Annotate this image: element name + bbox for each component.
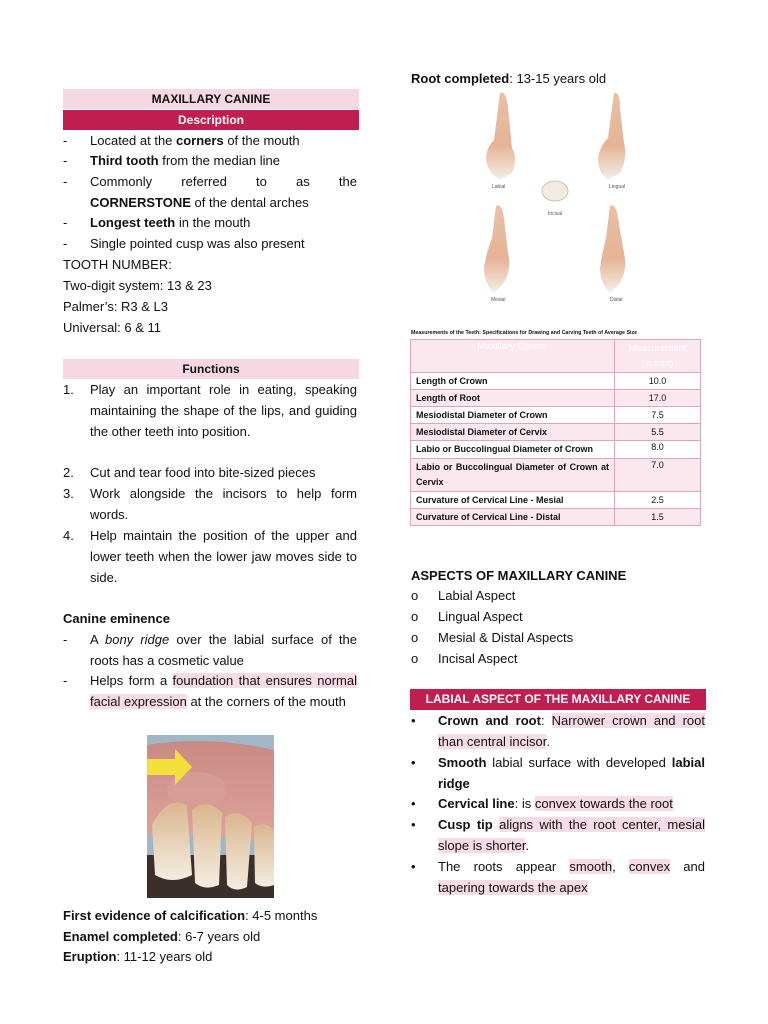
root-completed: Root completed: 13-15 years old [411, 71, 607, 86]
aspect-item: o Mesial & Distal Aspects [411, 630, 574, 645]
aspect-item: o Labial Aspect [411, 588, 516, 603]
table-row: Mesiodistal Diameter of Crown 7.5 [411, 407, 701, 424]
palmers-notation: Palmer’s: R3 & L3 [63, 299, 169, 314]
incisal-view-tooth [542, 181, 568, 201]
eminence-item: - A bony ridge over the labial surface of the roots has a cosmetic value [63, 632, 357, 668]
labial-aspect-item: • Cusp tip aligns with the root center, mesial slope is shorter. [411, 817, 705, 853]
labial-aspect-item: • Cervical line: is convex towards the root [411, 796, 673, 811]
table-row: Mesiodistal Diameter of Cervix 5.5 [411, 424, 701, 441]
table-caption: Measurements of the Teeth: Specifications for Drawing and Carving Teeth of Average Size [411, 330, 638, 336]
calcification: First evidence of calcification: 4-5 months [63, 908, 318, 923]
description-item: - Third tooth from the median line [63, 153, 280, 168]
table-row: Labio or Buccolingual Diameter of Crown at Cervix 7.0 [411, 459, 701, 492]
label-distal: Distal [610, 297, 623, 303]
eminence-item: - Helps form a foundation that ensures normal facial expression at the corners of the mouth [63, 673, 357, 709]
lingual-view-tooth [598, 93, 625, 180]
mesial-view-tooth [484, 206, 509, 294]
table-row: Labio or Buccolingual Diameter of Crown 8.0 [411, 441, 701, 459]
labial-aspect-item: • Smooth labial surface with developed labial ridge [411, 755, 705, 791]
functions-header: Functions [63, 359, 359, 379]
two-digit-system: Two-digit system: 13 & 23 [63, 278, 212, 293]
canine-eminence-title: Canine eminence [63, 611, 170, 626]
labial-aspect-header: LABIAL ASPECT OF THE MAXILLARY CANINE [410, 689, 706, 710]
tooth-views-illustration [478, 88, 636, 304]
eruption: Eruption: 11-12 years old [63, 949, 213, 964]
label-incisal: Incisal [548, 211, 563, 217]
labial-aspect-item: • Crown and root: Narrower crown and root than central incisor. [411, 713, 705, 749]
canine-eminence-photo [147, 735, 274, 898]
measurements-table [410, 339, 701, 526]
table-row: Curvature of Cervical Line - Distal 1.5 [411, 509, 701, 526]
table-header-tooth: Maxillary Canine [411, 340, 615, 373]
description-item: - Commonly referred to as the CORNERSTONE of the dental arches [63, 174, 357, 210]
labial-view-tooth [486, 93, 515, 180]
label-mesial: Mesial [491, 297, 506, 303]
aspect-item: o Lingual Aspect [411, 609, 523, 624]
aspect-item: o Incisal Aspect [411, 651, 518, 666]
enamel-completed: Enamel completed: 6-7 years old [63, 929, 261, 944]
labial-aspect-item: • The roots appear smooth, convex and tapering towards the apex [411, 859, 705, 895]
table-row: Length of Crown 10.0 [411, 373, 701, 390]
aspects-title: ASPECTS OF MAXILLARY CANINE [411, 568, 627, 583]
distal-view-tooth [600, 206, 625, 294]
table-header-measurement: Measurement (in mm) [615, 340, 701, 373]
label-labial: Labial [492, 184, 506, 190]
function-item: 4. Help maintain the position of the upper and lower teeth when the lower jaw moves side to side. [63, 528, 357, 585]
section-title: MAXILLARY CANINE [63, 89, 359, 109]
function-item: 2. Cut and tear food into bite-sized pieces [63, 465, 316, 480]
function-item: 1. Play an important role in eating, speaking maintaining the shape of the lips, and guiding the other teeth into position. [63, 382, 357, 439]
table-row: Curvature of Cervical Line - Mesial 2.5 [411, 492, 701, 509]
tooth-number-label: TOOTH NUMBER: [63, 257, 172, 272]
table-row: Length of Root 17.0 [411, 390, 701, 407]
description-item: - Single pointed cusp was also present [63, 236, 305, 251]
universal-notation: Universal: 6 & 11 [63, 320, 162, 335]
label-lingual: Lingual [609, 184, 626, 190]
function-item: 3. Work alongside the incisors to help form words. [63, 486, 357, 522]
description-header: Description [63, 110, 359, 130]
description-item: - Located at the corners of the mouth [63, 133, 300, 148]
description-item: - Longest teeth in the mouth [63, 215, 251, 230]
